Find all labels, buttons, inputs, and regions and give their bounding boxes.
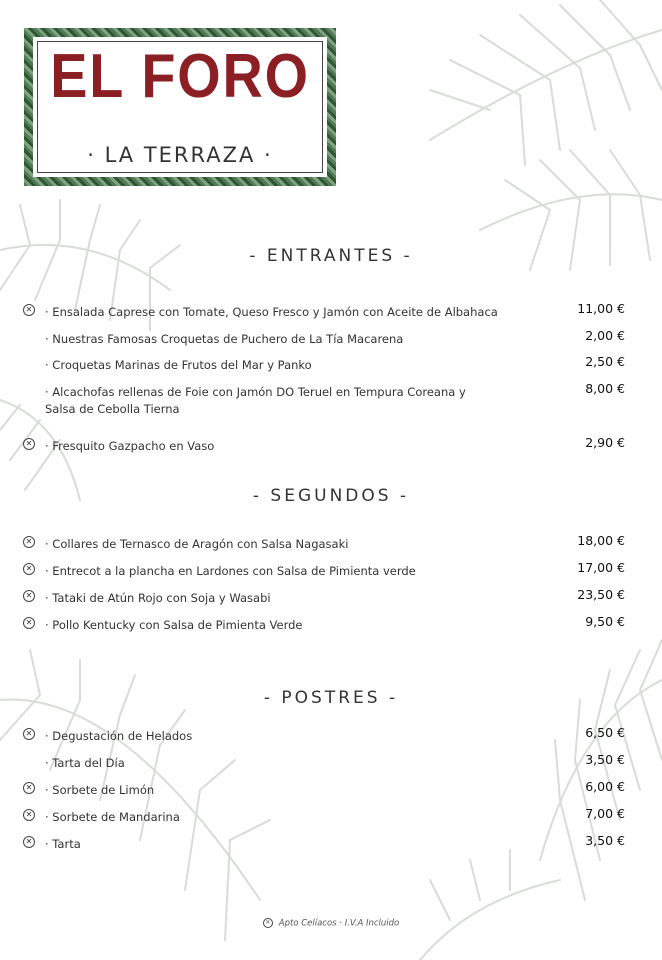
menu-item-price: 3,50 € <box>585 833 625 848</box>
menu-item-name: · Tataki de Atún Rojo con Soja y Wasabi <box>45 591 271 605</box>
gluten-free-icon: ✕ <box>23 836 35 848</box>
menu-item-name: · Fresquito Gazpacho en Vaso <box>45 439 215 453</box>
gluten-free-icon: ✕ <box>23 536 35 548</box>
gluten-free-icon: ✕ <box>23 304 35 316</box>
menu-item-name: · Croquetas Marinas de Frutos del Mar y Panko <box>45 358 312 372</box>
menu-item-price: 8,00 € <box>585 381 625 396</box>
menu-item-price: 2,50 € <box>585 354 625 369</box>
gluten-free-icon: ✕ <box>23 782 35 794</box>
menu-item-name: · Collares de Ternasco de Aragón con Salsa Nagasaki <box>45 537 349 551</box>
gluten-free-icon: ✕ <box>263 918 273 928</box>
footer-note <box>0 918 662 929</box>
menu-item-name: · Alcachofas rellenas de Foie con Jamón DO Teruel en Tempura Coreana y Salsa de Cebolla Tierna <box>45 385 466 416</box>
menu-item-price: 3,50 € <box>585 752 625 767</box>
gluten-free-icon: ✕ <box>23 590 35 602</box>
gluten-free-icon: ✕ <box>23 438 35 450</box>
section-title-entrantes: - ENTRANTES - <box>249 246 413 266</box>
menu-item-name: · Sorbete de Mandarina <box>45 810 180 824</box>
menu-item-name: · Tarta <box>45 837 81 851</box>
menu-item-price: 6,00 € <box>585 779 625 794</box>
menu-item-name: · Pollo Kentucky con Salsa de Pimienta Verde <box>45 618 303 632</box>
menu-item-price: 2,00 € <box>585 328 625 343</box>
menu-item-price: 23,50 € <box>577 587 625 602</box>
section-title-segundos: - SEGUNDOS - <box>252 486 410 506</box>
footer-text: Apto Celíacos · I.V.A Incluido <box>278 918 400 929</box>
restaurant-logo <box>24 28 336 186</box>
menu-item-name: · Ensalada Caprese con Tomate, Queso Fresco y Jamón con Aceite de Albahaca <box>45 305 498 319</box>
logo-subtitle: · LA TERRAZA · <box>87 143 273 167</box>
menu-item-price: 7,00 € <box>585 806 625 821</box>
gluten-free-icon: ✕ <box>23 617 35 629</box>
menu-item-price: 11,00 € <box>577 301 625 316</box>
menu-item-price: 18,00 € <box>577 533 625 548</box>
menu-item-name: · Nuestras Famosas Croquetas de Puchero de La Tía Macarena <box>45 332 404 346</box>
menu-item-name: · Entrecot a la plancha en Lardones con Salsa de Pimienta verde <box>45 564 416 578</box>
menu-item-price: 17,00 € <box>577 560 625 575</box>
gluten-free-icon: ✕ <box>23 563 35 575</box>
menu-item-price: 2,90 € <box>585 435 625 450</box>
menu-item-name: · Degustación de Helados <box>45 729 193 743</box>
gluten-free-icon: ✕ <box>23 728 35 740</box>
section-title-postres: - POSTRES - <box>263 688 399 708</box>
menu-item-price: 6,50 € <box>585 725 625 740</box>
menu-item-name: · Sorbete de Limón <box>45 783 155 797</box>
gluten-free-icon: ✕ <box>23 809 35 821</box>
menu-item-price: 9,50 € <box>585 614 625 629</box>
menu-item-name: · Tarta del Día <box>45 756 125 770</box>
logo-title: EL FORO <box>50 42 310 111</box>
